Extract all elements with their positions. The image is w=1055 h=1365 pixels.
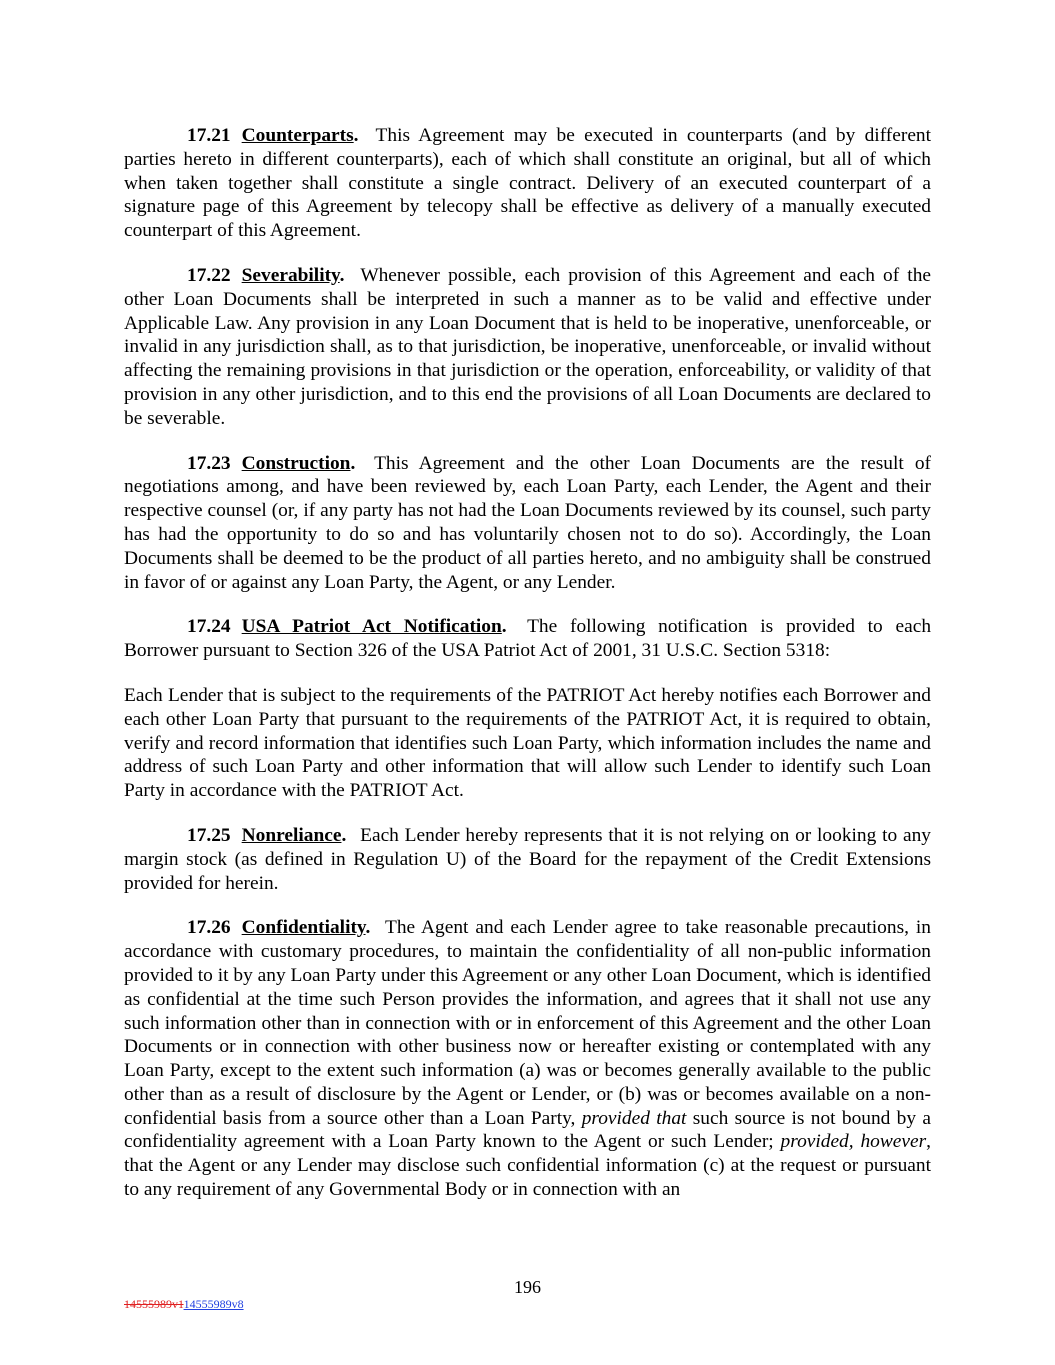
section-number: 17.24	[187, 616, 231, 638]
section-title: Counterparts	[241, 125, 354, 146]
section-title: Nonreliance	[241, 824, 342, 846]
section-17-25	[124, 824, 931, 895]
section-number: 17.23	[187, 452, 231, 474]
document-id	[124, 1297, 244, 1311]
section-body: Each Lender hereby represents that it is not relying on or looking to any margin stock (as defined in Regulation U) of the Board for the repayment of the Credit Extensions provided for herein.	[124, 824, 931, 894]
section-title-period: .	[350, 452, 356, 474]
section-number: 17.22	[187, 264, 231, 286]
section-number: 17.26	[187, 917, 231, 939]
section-17-21	[124, 124, 931, 243]
section-title-period: .	[353, 125, 359, 146]
page-number: 196	[514, 1277, 541, 1297]
section-body: This Agreement may be executed in counterparts (and by different parties hereto in different counterparts), each of which shall constitute an original, but all of which when taken together shall constitute a single contract. Delivery of an executed counterpart of a signature page of this Agreement by telecopy shall be effective as delivery of a manually executed counterpart of this Agreement.	[124, 125, 932, 242]
section-17-23	[124, 452, 931, 595]
document-id-deleted: 14555989v1	[124, 1297, 184, 1311]
section-title-period: .	[341, 824, 347, 846]
section-body: This Agreement and the other Loan Documents are the result of negotiations among, and have been reviewed by, each Loan Party, each Lender, the Agent and their respective counsel (or, if any party has not had the Loan Documents reviewed by its counsel, such party has had the opportunity to do so and has voluntarily chosen not to do so). Accordingly, the Loan Documents shall be deemed to be the product of all parties hereto, and no ambiguity shall be construed in favor of or against any Loan Party, the Agent, or any Lender.	[124, 452, 931, 593]
section-body: The following notification is provided to each Borrower pursuant to Section 326 of the USA Patriot Act of 2001, 31 U.S.C. Section 5318:	[124, 616, 932, 662]
document-id-inserted: 14555989v8	[183, 1297, 244, 1311]
section-title: Confidentiality	[241, 917, 366, 939]
section-17-24	[124, 615, 931, 663]
section-title-period: .	[339, 264, 345, 286]
section-body-part-2: such source is not bound by a confidentiality agreement with a Loan Party known to the Agent or such Lender;	[124, 1107, 931, 1153]
section-body-part-1: The Agent and each Lender agree to take reasonable precautions, in accordance with customary procedures, to maintain the confidentiality of all non-public information provided to it by any Loan Party under this Agreement or any other Loan Document, which is identified as confidential at the time such Person provides the information, and agrees that it shall not use any such information other than in connection with or in enforcement of this Agreement and the other Loan Documents or in connection with other business now or hereafter existing or contemplated with any Loan Party, except to the extent such information (a) was or becomes generally available to the public other than as a result of disclosure by the Agent or Lender, or (b) was or becomes available on a non-confidential basis from a source other than a Loan Party,	[124, 917, 932, 1129]
section-body-part-3: , that the Agent or any Lender may disclose such confidential information (c) at the request or pursuant to any requirement of any Governmental Body or in connection with an	[124, 1131, 931, 1201]
section-17-26	[124, 916, 931, 1202]
section-number: 17.25	[187, 824, 231, 846]
section-body: Whenever possible, each provision of this Agreement and each of the other Loan Documents shall be interpreted in such a manner as to be valid and effective under Applicable Law. Any provision in any Loan Document that is held to be inoperative, unenforceable, or invalid in any jurisdiction shall, as to that jurisdiction, be inoperative, unenforceable, or invalid without affecting the remaining provisions in that jurisdiction or the operation, enforceability, or validity of that provision in any other jurisdiction, and to this end the provisions of all Loan Documents are declared to be severable.	[124, 264, 931, 429]
section-number: 17.21	[187, 125, 231, 146]
section-title: USA Patriot Act Notification	[241, 616, 502, 638]
section-title-period: .	[501, 616, 507, 638]
section-title: Severability	[241, 264, 340, 286]
section-title: Construction	[241, 452, 351, 474]
italic-provided-however: provided, however	[780, 1131, 927, 1153]
patriot-act-notice	[124, 684, 931, 803]
section-17-22	[124, 264, 931, 431]
section-title-period: .	[365, 917, 371, 939]
notice-body: Each Lender that is subject to the requirements of the PATRIOT Act hereby notifies each Borrower and each other Loan Party that pursuant to the requirements of the PATRIOT Act, it is required to obtain, verify and record information that identifies such Loan Party, which information includes the name and address of such Loan Party and other information that will allow such Lender to identify such Loan Party in accordance with the PATRIOT Act.	[124, 684, 931, 802]
document-page	[124, 124, 931, 1223]
italic-provided-that: provided that	[581, 1107, 687, 1129]
